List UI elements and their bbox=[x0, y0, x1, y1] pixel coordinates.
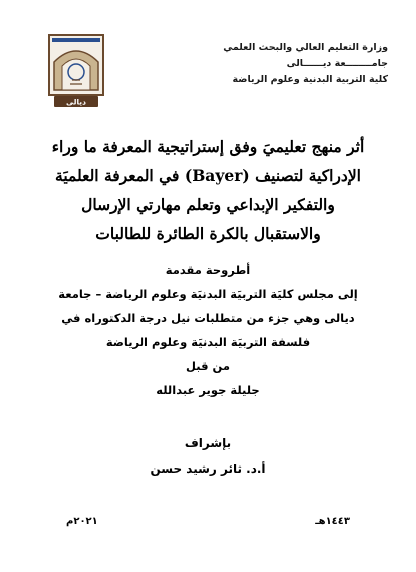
title-line: والاستقبال بالكرة الطائرة للطالبات bbox=[95, 224, 321, 243]
university-logo bbox=[48, 34, 104, 108]
thesis-type: أطروحة مقدمة bbox=[165, 263, 251, 277]
statement-line: فلسفة التربيَة البدنيَة وعلوم الرياضة bbox=[105, 335, 311, 349]
ministry-name: وزارة التعليم العالي والبحث العلمي bbox=[223, 42, 388, 53]
logo-caption: ديالى bbox=[66, 97, 86, 107]
date-row bbox=[66, 516, 350, 532]
supervision-block bbox=[14, 430, 402, 482]
institution-header bbox=[168, 40, 388, 88]
title-line: أثر منهج تعليميَ وفق إستراتيجية المعرفة ما وراء bbox=[51, 137, 365, 156]
thesis-title bbox=[14, 132, 402, 248]
logo-top-band bbox=[52, 38, 100, 42]
college-name: كلية التربية البدنية وعلوم الرياضة bbox=[232, 74, 388, 85]
submission-statement bbox=[14, 258, 402, 402]
supervisor-name: أ.د. ثائر رشيد حسن bbox=[150, 462, 266, 476]
title-line: والتفكير الإبداعي وتعلم مهارتي الإرسال bbox=[81, 195, 335, 214]
author-name: جليلة جوير عبدالله bbox=[156, 383, 260, 397]
by-label: من قبل bbox=[186, 359, 230, 373]
supervision-label: بإشراف bbox=[184, 436, 232, 450]
statement-line: ديالى وهي جزء من متطلبات نيل درجة الدكتوراه في bbox=[61, 311, 355, 325]
hijri-date: ١٤٤٣هـ bbox=[315, 516, 350, 527]
university-name: جامــــــــعة ديــــــالى bbox=[286, 58, 388, 69]
gregorian-date: ٢٠٢١م bbox=[66, 516, 98, 527]
title-line: الإدراكية لتصنيف (Bayer) في المعرفة العلميَة bbox=[55, 166, 361, 185]
statement-line: إلى مجلس كليَة التربيَة البدنيَة وعلوم الرياضة – جامعة bbox=[58, 287, 358, 301]
